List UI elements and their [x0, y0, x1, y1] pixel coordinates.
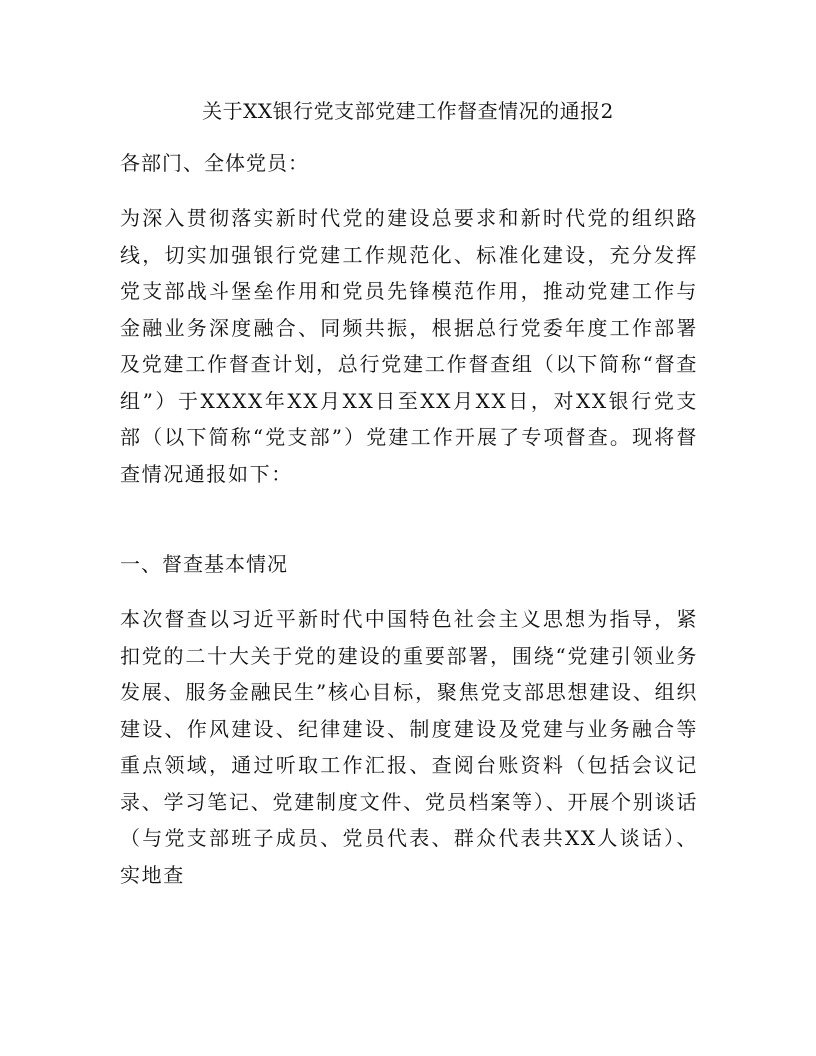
salutation: 各部门、全体党员：: [120, 151, 309, 175]
section-heading: 一、督查基本情况: [120, 552, 288, 576]
intro-paragraph: 为深入贯彻落实新时代党的建设总要求和新时代党的组织路线，切实加强银行党建工作规范化、标准化建设，充分发挥党支部战斗堡垒作用和党员先锋模范作用，推动党建工作与金融业务深度融合、同频共振，根据总行党委年度工作部署及党建工作督查计划，总行党建工作督查组（以下简称“督查组”）于XXXX年XX月XX日至XX月XX日，对XX银行党支部（以下简称“党支部”）党建工作开展了专项督查。现将督查情况通报如下：: [120, 206, 698, 486]
section-paragraph: 本次督查以习近平新时代中国特色社会主义思想为指导，紧扣党的二十大关于党的建设的重要部署，围绕“党建引领业务发展、服务金融民生”核心目标，聚焦党支部思想建设、组织建设、作风建设、纪律建设、制度建设及党建与业务融合等重点领域，通过听取工作汇报、查阅台账资料（包括会议记录、学习笔记、党建制度文件、党员档案等）、开展个别谈话（与党支部班子成员、党员代表、群众代表共XX人谈话）、实地查: [120, 607, 698, 887]
document-title: 关于XX银行党支部党建工作督查情况的通报2: [202, 99, 614, 123]
